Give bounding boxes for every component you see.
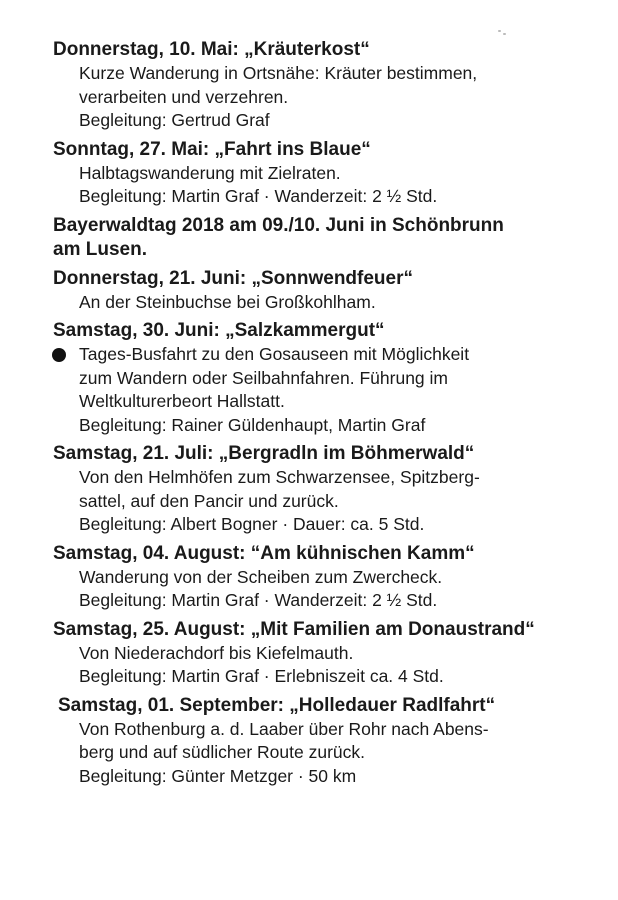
event-details xyxy=(79,62,618,133)
event-guide: Begleitung: Martin Graf · Wanderzeit: 2 ½ Std. xyxy=(79,590,438,610)
event-bayerwaldtag xyxy=(53,214,618,262)
event-kuehnischer-kamm xyxy=(53,542,618,613)
event-title: Samstag, 01. September: „Holledauer Radlfahrt“ xyxy=(58,694,496,716)
event-guide: Begleitung: Rainer Güldenhaupt, Martin Graf xyxy=(79,414,426,435)
event-guide: Begleitung: Albert Bogner · Dauer: ca. 5 Std. xyxy=(79,514,425,534)
event-title: Donnerstag, 10. Mai: „Kräuterkost“ xyxy=(53,39,370,60)
paper-speck xyxy=(503,33,506,35)
event-guide: Begleitung: Günter Metzger · 50 km xyxy=(79,765,357,786)
event-description: Kurze Wanderung in Ortsnähe: Kräuter bestimmen, xyxy=(79,63,478,83)
event-title: Samstag, 30. Juni: „Salzkammergut“ xyxy=(53,320,385,341)
event-description: verarbeiten und verzehren. xyxy=(79,86,289,107)
event-holledauer-radlfahrt xyxy=(58,694,618,789)
event-bergradln xyxy=(53,442,618,537)
event-guide: Begleitung: Martin Graf · Wanderzeit: 2 ½ Std. xyxy=(79,186,438,206)
event-title-continued: am Lusen. xyxy=(53,238,147,260)
event-guide: Begleitung: Gertrud Graf xyxy=(79,110,270,130)
event-description: Weltkulturerbeort Hallstatt. xyxy=(79,391,285,411)
event-details xyxy=(79,291,618,315)
event-list xyxy=(0,38,618,788)
event-description: An der Steinbuchse bei Großkohlham. xyxy=(79,291,376,312)
event-title: Samstag, 25. August: „Mit Familien am Donaustrand“ xyxy=(53,618,535,640)
event-description: berg und auf südlicher Route zurück. xyxy=(79,742,365,762)
event-description: Halbtagswanderung mit Zielraten. xyxy=(79,162,341,183)
bus-trip-bullet-icon xyxy=(52,348,66,362)
event-description: sattel, auf den Pancir und zurück. xyxy=(79,490,339,511)
event-title: Bayerwaldtag 2018 am 09./10. Juni in Schönbrunn xyxy=(53,214,504,236)
event-description: zum Wandern oder Seilbahnfahren. Führung im xyxy=(79,367,448,388)
event-donaustrand xyxy=(53,618,618,689)
event-description: Von Niederachdorf bis Kiefelmauth. xyxy=(79,642,354,663)
event-fahrt-ins-blaue xyxy=(53,138,618,209)
event-sonnwendfeuer xyxy=(53,267,618,315)
event-title: Donnerstag, 21. Juni: „Sonnwendfeuer“ xyxy=(53,267,413,289)
event-description: Tages-Busfahrt zu den Gosauseen mit Möglichkeit xyxy=(79,344,470,364)
event-title: Samstag, 21. Juli: „Bergradln im Böhmerwald“ xyxy=(53,443,475,464)
event-description: Wanderung von der Scheiben zum Zwercheck. xyxy=(79,566,443,587)
event-details xyxy=(79,343,618,437)
paper-speck xyxy=(498,30,501,32)
event-description: Von den Helmhöfen zum Schwarzensee, Spitzberg- xyxy=(79,467,480,487)
event-salzkammergut xyxy=(53,319,618,437)
event-title: Sonntag, 27. Mai: „Fahrt ins Blaue“ xyxy=(53,138,371,160)
event-kraeuterkost xyxy=(53,38,618,133)
event-description: Von Rothenburg a. d. Laaber über Rohr nach Abens- xyxy=(79,718,489,739)
event-details xyxy=(79,162,618,209)
event-details xyxy=(79,566,618,613)
event-title: Samstag, 04. August: “Am kühnischen Kamm“ xyxy=(53,542,475,564)
event-details xyxy=(79,466,618,537)
event-details xyxy=(79,718,618,789)
event-guide: Begleitung: Martin Graf · Erlebniszeit ca. 4 Std. xyxy=(79,666,444,686)
event-details xyxy=(79,642,618,689)
